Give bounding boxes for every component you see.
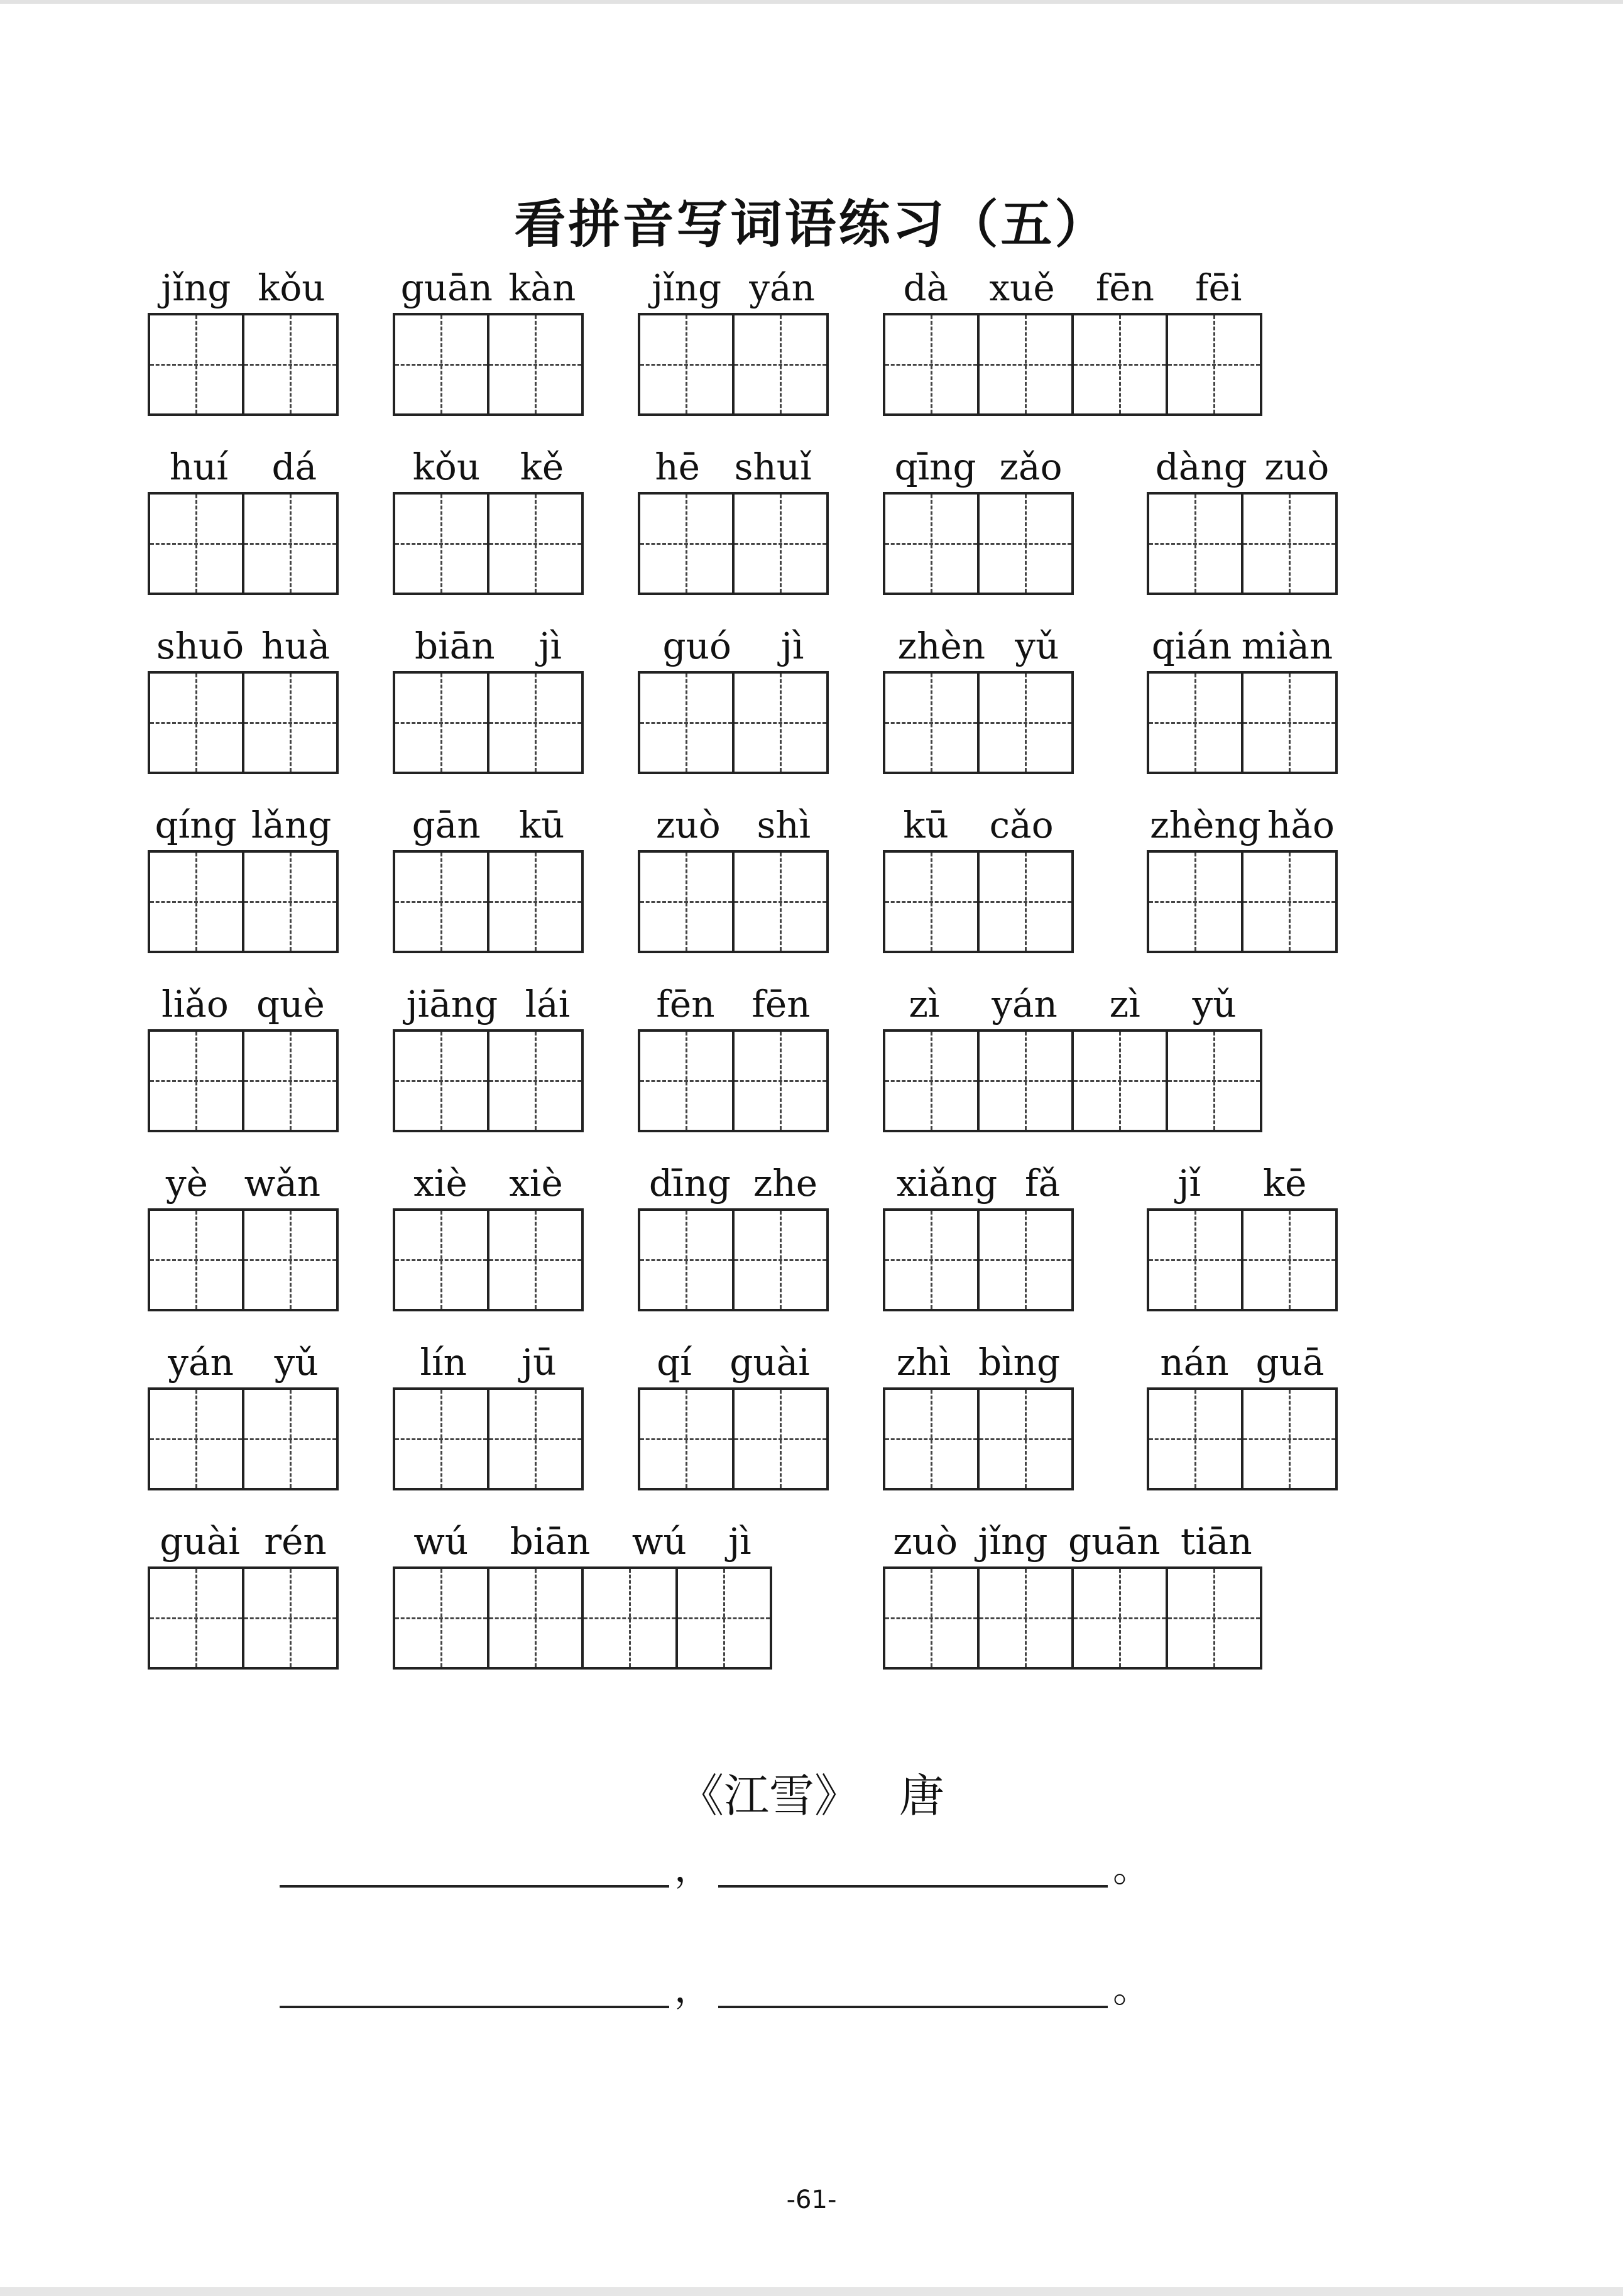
pinyin-syllable: lǎng bbox=[251, 804, 332, 846]
pinyin-syllable: fēn bbox=[1095, 266, 1154, 309]
character-box[interactable] bbox=[393, 1208, 489, 1311]
pinyin-label bbox=[638, 801, 829, 849]
pinyin-syllable: fēn bbox=[656, 983, 715, 1025]
pinyin-syllable: yán bbox=[992, 983, 1057, 1025]
pinyin-syllable: zuò bbox=[655, 804, 721, 846]
period: 。 bbox=[1113, 1847, 1150, 1891]
poem-heading bbox=[0, 1759, 1623, 1825]
character-box[interactable] bbox=[242, 850, 339, 953]
pinyin-syllable: guài bbox=[160, 1520, 240, 1563]
poem-title: 《江雪》 bbox=[679, 1769, 860, 1822]
pinyin-syllable: zhèng bbox=[1150, 804, 1261, 846]
character-box[interactable] bbox=[393, 313, 489, 416]
character-box[interactable] bbox=[487, 1208, 584, 1311]
character-box[interactable] bbox=[242, 1208, 339, 1311]
character-box[interactable] bbox=[487, 1566, 584, 1670]
pinyin-syllable: dà bbox=[903, 266, 949, 309]
pinyin-syllable: guān bbox=[1068, 1520, 1161, 1563]
character-box[interactable] bbox=[487, 1029, 584, 1132]
writing-boxes bbox=[638, 1208, 826, 1311]
pinyin-syllable: zhe bbox=[753, 1162, 818, 1205]
page-number: -61- bbox=[786, 2185, 837, 2214]
character-box[interactable] bbox=[242, 313, 339, 416]
pinyin-syllable: huí bbox=[169, 446, 229, 488]
pinyin-label bbox=[1147, 622, 1338, 670]
character-box[interactable] bbox=[148, 671, 244, 774]
pinyin-label bbox=[148, 980, 339, 1028]
pinyin-label bbox=[393, 443, 584, 491]
pinyin-syllable: xiè bbox=[413, 1162, 467, 1205]
pinyin-syllable: shì bbox=[757, 804, 811, 846]
pinyin-syllable: zuò bbox=[1264, 446, 1330, 488]
character-box[interactable] bbox=[148, 492, 244, 595]
character-box[interactable] bbox=[1166, 1566, 1262, 1670]
character-box[interactable] bbox=[242, 1387, 339, 1490]
pinyin-syllable: qián bbox=[1151, 625, 1232, 667]
pinyin-syllable: wǎn bbox=[244, 1162, 321, 1205]
page-title: 看拼音写词语练习（五） bbox=[514, 194, 1109, 254]
pinyin-syllable: kū bbox=[518, 804, 565, 846]
writing-boxes bbox=[148, 671, 336, 774]
pinyin-label bbox=[638, 1338, 829, 1386]
character-box[interactable] bbox=[638, 313, 735, 416]
pinyin-syllable: hǎo bbox=[1267, 804, 1335, 846]
writing-boxes bbox=[1147, 850, 1335, 953]
character-box[interactable] bbox=[883, 850, 980, 953]
character-box[interactable] bbox=[675, 1566, 772, 1670]
pinyin-label bbox=[393, 264, 584, 312]
character-box[interactable] bbox=[148, 313, 244, 416]
pinyin-label bbox=[1147, 801, 1338, 849]
character-box[interactable] bbox=[1166, 1029, 1262, 1132]
writing-boxes bbox=[148, 313, 336, 416]
answer-blank[interactable] bbox=[280, 1847, 669, 1888]
pinyin-syllable: dàng bbox=[1155, 446, 1247, 488]
writing-boxes bbox=[148, 850, 336, 953]
character-box[interactable] bbox=[1241, 1208, 1338, 1311]
pinyin-syllable: tiān bbox=[1180, 1520, 1252, 1563]
pinyin-syllable: yè bbox=[165, 1162, 208, 1205]
character-box[interactable] bbox=[732, 313, 829, 416]
writing-boxes bbox=[393, 1208, 581, 1311]
writing-boxes bbox=[1147, 1208, 1335, 1311]
writing-boxes bbox=[638, 850, 826, 953]
pinyin-syllable: yǔ bbox=[274, 1341, 319, 1384]
character-box[interactable] bbox=[242, 1029, 339, 1132]
pinyin-label bbox=[393, 801, 584, 849]
character-box[interactable] bbox=[732, 671, 829, 774]
character-box[interactable] bbox=[638, 671, 735, 774]
poem-line-1 bbox=[280, 1847, 1157, 1891]
character-box[interactable] bbox=[393, 1566, 489, 1670]
character-box[interactable] bbox=[1071, 1029, 1168, 1132]
character-box[interactable] bbox=[1147, 1208, 1243, 1311]
pinyin-syllable: zuò bbox=[893, 1520, 958, 1563]
pinyin-syllable: kē bbox=[1263, 1162, 1307, 1205]
pinyin-syllable: xiè bbox=[509, 1162, 563, 1205]
character-box[interactable] bbox=[638, 1387, 735, 1490]
writing-boxes bbox=[883, 671, 1071, 774]
pinyin-syllable: bìng bbox=[978, 1341, 1061, 1384]
pinyin-syllable: nán bbox=[1160, 1341, 1229, 1384]
pinyin-syllable: miàn bbox=[1241, 625, 1333, 667]
character-box[interactable] bbox=[1241, 850, 1338, 953]
pinyin-label bbox=[148, 443, 339, 491]
character-box[interactable] bbox=[883, 313, 980, 416]
pinyin-label bbox=[148, 1159, 339, 1207]
character-box[interactable] bbox=[487, 313, 584, 416]
pinyin-syllable: kū bbox=[903, 804, 949, 846]
pinyin-label bbox=[393, 980, 584, 1028]
character-box[interactable] bbox=[487, 850, 584, 953]
character-box[interactable] bbox=[148, 1029, 244, 1132]
character-box[interactable] bbox=[977, 671, 1074, 774]
character-box[interactable] bbox=[1166, 313, 1262, 416]
page-bottom-edge bbox=[0, 2287, 1623, 2296]
character-box[interactable] bbox=[1147, 1387, 1243, 1490]
pinyin-syllable: zhì bbox=[896, 1341, 951, 1384]
character-box[interactable] bbox=[977, 1208, 1074, 1311]
character-box[interactable] bbox=[1241, 1387, 1338, 1490]
writing-boxes bbox=[883, 850, 1071, 953]
pinyin-syllable: lín bbox=[420, 1341, 467, 1384]
writing-boxes bbox=[638, 1029, 826, 1132]
pinyin-syllable: jū bbox=[522, 1341, 557, 1384]
comma: ， bbox=[674, 1847, 712, 1891]
pinyin-syllable: dīng bbox=[648, 1162, 731, 1205]
pinyin-syllable: guān bbox=[400, 266, 493, 309]
character-box[interactable] bbox=[638, 1029, 735, 1132]
character-box[interactable] bbox=[883, 1029, 980, 1132]
pinyin-syllable: jǐng bbox=[652, 266, 722, 309]
pinyin-syllable: jiāng bbox=[406, 983, 498, 1025]
character-box[interactable] bbox=[638, 850, 735, 953]
character-box[interactable] bbox=[732, 492, 829, 595]
pinyin-label bbox=[883, 1159, 1074, 1207]
character-box[interactable] bbox=[393, 492, 489, 595]
character-box[interactable] bbox=[883, 1566, 980, 1670]
pinyin-label bbox=[1147, 1338, 1338, 1386]
answer-blank[interactable] bbox=[718, 1847, 1108, 1888]
comma: ， bbox=[674, 1967, 712, 2011]
poem-line-2 bbox=[280, 1967, 1157, 2011]
pinyin-syllable: qí bbox=[657, 1341, 692, 1384]
writing-boxes bbox=[148, 1208, 336, 1311]
pinyin-label bbox=[883, 264, 1262, 312]
pinyin-syllable: biān bbox=[510, 1520, 591, 1563]
pinyin-syllable: kě bbox=[520, 446, 564, 488]
character-box[interactable] bbox=[1241, 492, 1338, 595]
pinyin-syllable: zì bbox=[909, 983, 940, 1025]
writing-boxes bbox=[148, 1387, 336, 1490]
character-box[interactable] bbox=[148, 1208, 244, 1311]
pinyin-label bbox=[148, 1517, 339, 1565]
pinyin-label bbox=[393, 1159, 584, 1207]
pinyin-syllable: shuǐ bbox=[734, 446, 812, 488]
pinyin-label bbox=[393, 1338, 584, 1386]
writing-boxes bbox=[393, 1387, 581, 1490]
pinyin-syllable: lái bbox=[525, 983, 571, 1025]
character-box[interactable] bbox=[242, 492, 339, 595]
writing-boxes bbox=[883, 1029, 1260, 1132]
character-box[interactable] bbox=[242, 1566, 339, 1670]
pinyin-syllable: yǔ bbox=[1192, 983, 1237, 1025]
writing-boxes bbox=[638, 1387, 826, 1490]
pinyin-label bbox=[148, 264, 339, 312]
character-box[interactable] bbox=[977, 1029, 1074, 1132]
character-box[interactable] bbox=[393, 1029, 489, 1132]
pinyin-syllable: fēi bbox=[1195, 266, 1242, 309]
answer-blank[interactable] bbox=[280, 1968, 669, 2008]
answer-blank[interactable] bbox=[718, 1968, 1108, 2008]
character-box[interactable] bbox=[487, 1387, 584, 1490]
page-top-edge bbox=[0, 0, 1623, 4]
writing-boxes bbox=[883, 313, 1260, 416]
writing-boxes bbox=[393, 1029, 581, 1132]
pinyin-label bbox=[883, 622, 1074, 670]
pinyin-label bbox=[638, 443, 829, 491]
pinyin-label bbox=[883, 1338, 1074, 1386]
pinyin-label bbox=[883, 801, 1074, 849]
pinyin-syllable: jì bbox=[538, 625, 562, 667]
writing-boxes bbox=[883, 492, 1071, 595]
pinyin-label bbox=[148, 1338, 339, 1386]
pinyin-syllable: cǎo bbox=[989, 804, 1054, 846]
pinyin-syllable: kǒu bbox=[412, 446, 481, 488]
period: 。 bbox=[1113, 1967, 1150, 2011]
character-box[interactable] bbox=[393, 850, 489, 953]
writing-boxes bbox=[638, 313, 826, 416]
pinyin-label bbox=[638, 622, 829, 670]
pinyin-syllable: zì bbox=[1109, 983, 1140, 1025]
writing-boxes bbox=[638, 492, 826, 595]
character-box[interactable] bbox=[638, 1208, 735, 1311]
pinyin-syllable: fǎ bbox=[1025, 1162, 1061, 1205]
pinyin-syllable: jì bbox=[728, 1520, 751, 1563]
pinyin-syllable: guā bbox=[1255, 1341, 1325, 1384]
writing-boxes bbox=[393, 1566, 770, 1670]
writing-boxes bbox=[393, 671, 581, 774]
pinyin-syllable: kàn bbox=[508, 266, 576, 309]
pinyin-label bbox=[393, 622, 584, 670]
pinyin-label bbox=[393, 1517, 772, 1565]
character-box[interactable] bbox=[977, 492, 1074, 595]
character-box[interactable] bbox=[487, 671, 584, 774]
writing-boxes bbox=[1147, 671, 1335, 774]
pinyin-syllable: jǐ bbox=[1178, 1162, 1201, 1205]
pinyin-label bbox=[1147, 1159, 1338, 1207]
character-box[interactable] bbox=[638, 492, 735, 595]
pinyin-label bbox=[638, 980, 829, 1028]
pinyin-syllable: yǔ bbox=[1015, 625, 1059, 667]
pinyin-label bbox=[638, 1159, 829, 1207]
character-box[interactable] bbox=[977, 850, 1074, 953]
writing-boxes bbox=[883, 1566, 1260, 1670]
pinyin-label bbox=[883, 443, 1074, 491]
pinyin-label bbox=[1147, 443, 1338, 491]
poem-dynasty: 唐 bbox=[899, 1769, 944, 1822]
character-box[interactable] bbox=[1071, 1566, 1168, 1670]
character-box[interactable] bbox=[1147, 492, 1243, 595]
character-box[interactable] bbox=[977, 1566, 1074, 1670]
writing-boxes bbox=[883, 1387, 1071, 1490]
pinyin-label bbox=[148, 801, 339, 849]
character-box[interactable] bbox=[883, 1387, 980, 1490]
character-box[interactable] bbox=[977, 1387, 1074, 1490]
character-box[interactable] bbox=[883, 1208, 980, 1311]
character-box[interactable] bbox=[1071, 313, 1168, 416]
character-box[interactable] bbox=[732, 1029, 829, 1132]
pinyin-label bbox=[638, 264, 829, 312]
character-box[interactable] bbox=[1147, 671, 1243, 774]
pinyin-label bbox=[883, 980, 1262, 1028]
pinyin-syllable: guài bbox=[730, 1341, 810, 1384]
pinyin-syllable: rén bbox=[264, 1520, 327, 1563]
pinyin-label bbox=[883, 1517, 1262, 1565]
writing-boxes bbox=[393, 313, 581, 416]
pinyin-syllable: fēn bbox=[751, 983, 811, 1025]
pinyin-syllable: zhèn bbox=[897, 625, 986, 667]
writing-boxes bbox=[883, 1208, 1071, 1311]
character-box[interactable] bbox=[732, 850, 829, 953]
pinyin-syllable: guó bbox=[662, 625, 731, 667]
pinyin-syllable: wú bbox=[631, 1520, 687, 1563]
character-box[interactable] bbox=[977, 313, 1074, 416]
character-box[interactable] bbox=[581, 1566, 678, 1670]
pinyin-syllable: qīng bbox=[894, 446, 976, 488]
character-box[interactable] bbox=[148, 1387, 244, 1490]
pinyin-syllable: gān bbox=[412, 804, 481, 846]
writing-boxes bbox=[148, 1566, 336, 1670]
character-box[interactable] bbox=[1241, 671, 1338, 774]
character-box[interactable] bbox=[487, 492, 584, 595]
character-box[interactable] bbox=[1147, 850, 1243, 953]
writing-boxes bbox=[393, 492, 581, 595]
pinyin-syllable: què bbox=[256, 983, 325, 1025]
pinyin-syllable: liǎo bbox=[161, 983, 229, 1025]
pinyin-syllable: jì bbox=[780, 625, 804, 667]
pinyin-syllable: qíng bbox=[155, 804, 237, 846]
pinyin-syllable: zǎo bbox=[999, 446, 1063, 488]
character-box[interactable] bbox=[393, 671, 489, 774]
pinyin-syllable: xuě bbox=[989, 266, 1055, 309]
writing-boxes bbox=[1147, 1387, 1335, 1490]
writing-boxes bbox=[638, 671, 826, 774]
writing-boxes bbox=[393, 850, 581, 953]
pinyin-syllable: shuō bbox=[156, 625, 244, 667]
character-box[interactable] bbox=[148, 850, 244, 953]
pinyin-syllable: jǐng bbox=[978, 1520, 1048, 1563]
pinyin-syllable: wú bbox=[413, 1520, 469, 1563]
writing-boxes bbox=[148, 492, 336, 595]
pinyin-syllable: xiǎng bbox=[896, 1162, 998, 1205]
pinyin-syllable: yán bbox=[168, 1341, 234, 1384]
character-box[interactable] bbox=[883, 671, 980, 774]
pinyin-syllable: jǐng bbox=[161, 266, 231, 309]
character-box[interactable] bbox=[148, 1566, 244, 1670]
pinyin-syllable: kǒu bbox=[258, 266, 325, 309]
character-box[interactable] bbox=[242, 671, 339, 774]
character-box[interactable] bbox=[732, 1387, 829, 1490]
writing-boxes bbox=[1147, 492, 1335, 595]
pinyin-syllable: huà bbox=[261, 625, 331, 667]
character-box[interactable] bbox=[732, 1208, 829, 1311]
pinyin-syllable: biān bbox=[414, 625, 495, 667]
character-box[interactable] bbox=[393, 1387, 489, 1490]
pinyin-syllable: dá bbox=[271, 446, 317, 488]
pinyin-syllable: yán bbox=[749, 266, 815, 309]
pinyin-syllable: hē bbox=[655, 446, 700, 488]
pinyin-label bbox=[148, 622, 339, 670]
character-box[interactable] bbox=[883, 492, 980, 595]
writing-boxes bbox=[148, 1029, 336, 1132]
